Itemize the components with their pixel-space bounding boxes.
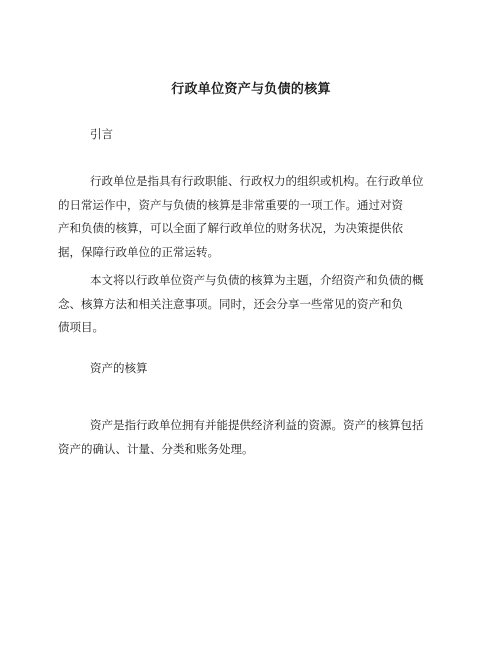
section-heading-assets: 资产的核算: [90, 361, 148, 375]
paragraph-line: 债项目。: [58, 320, 104, 334]
paragraph-line: 本文将以行政单位资产与负债的核算为主题，介绍资产和负债的概: [90, 273, 424, 287]
document-title: 行政单位资产与负债的核算: [171, 82, 331, 97]
paragraph-topic: [58, 269, 428, 340]
paragraph-line: 据，保障行政单位的正常运转。: [58, 244, 219, 259]
paragraph-line: 资产是指行政单位拥有并能提供经济利益的资源。资产的核算包括: [90, 418, 424, 432]
paragraph-line: 产和负债的核算，可以全面了解行政单位的财务状况，为决策提供依: [58, 221, 403, 235]
section-heading-intro: 引言: [90, 127, 113, 141]
paragraph-line: 的日常运作中，资产与负债的核算是非常重要的一项工作。通过对资: [58, 197, 403, 212]
paragraph-assets: [58, 414, 428, 461]
paragraph-intro: [58, 170, 428, 264]
paragraph-line: 念、核算方法和相关注意事项。同时，还会分享一些常见的资产和负: [58, 296, 403, 311]
paragraph-line: 资产的确认、计量、分类和账务处理。: [58, 441, 254, 456]
paragraph-line: 行政单位是指具有行政职能、行政权力的组织或机构。在行政单位: [90, 174, 424, 188]
